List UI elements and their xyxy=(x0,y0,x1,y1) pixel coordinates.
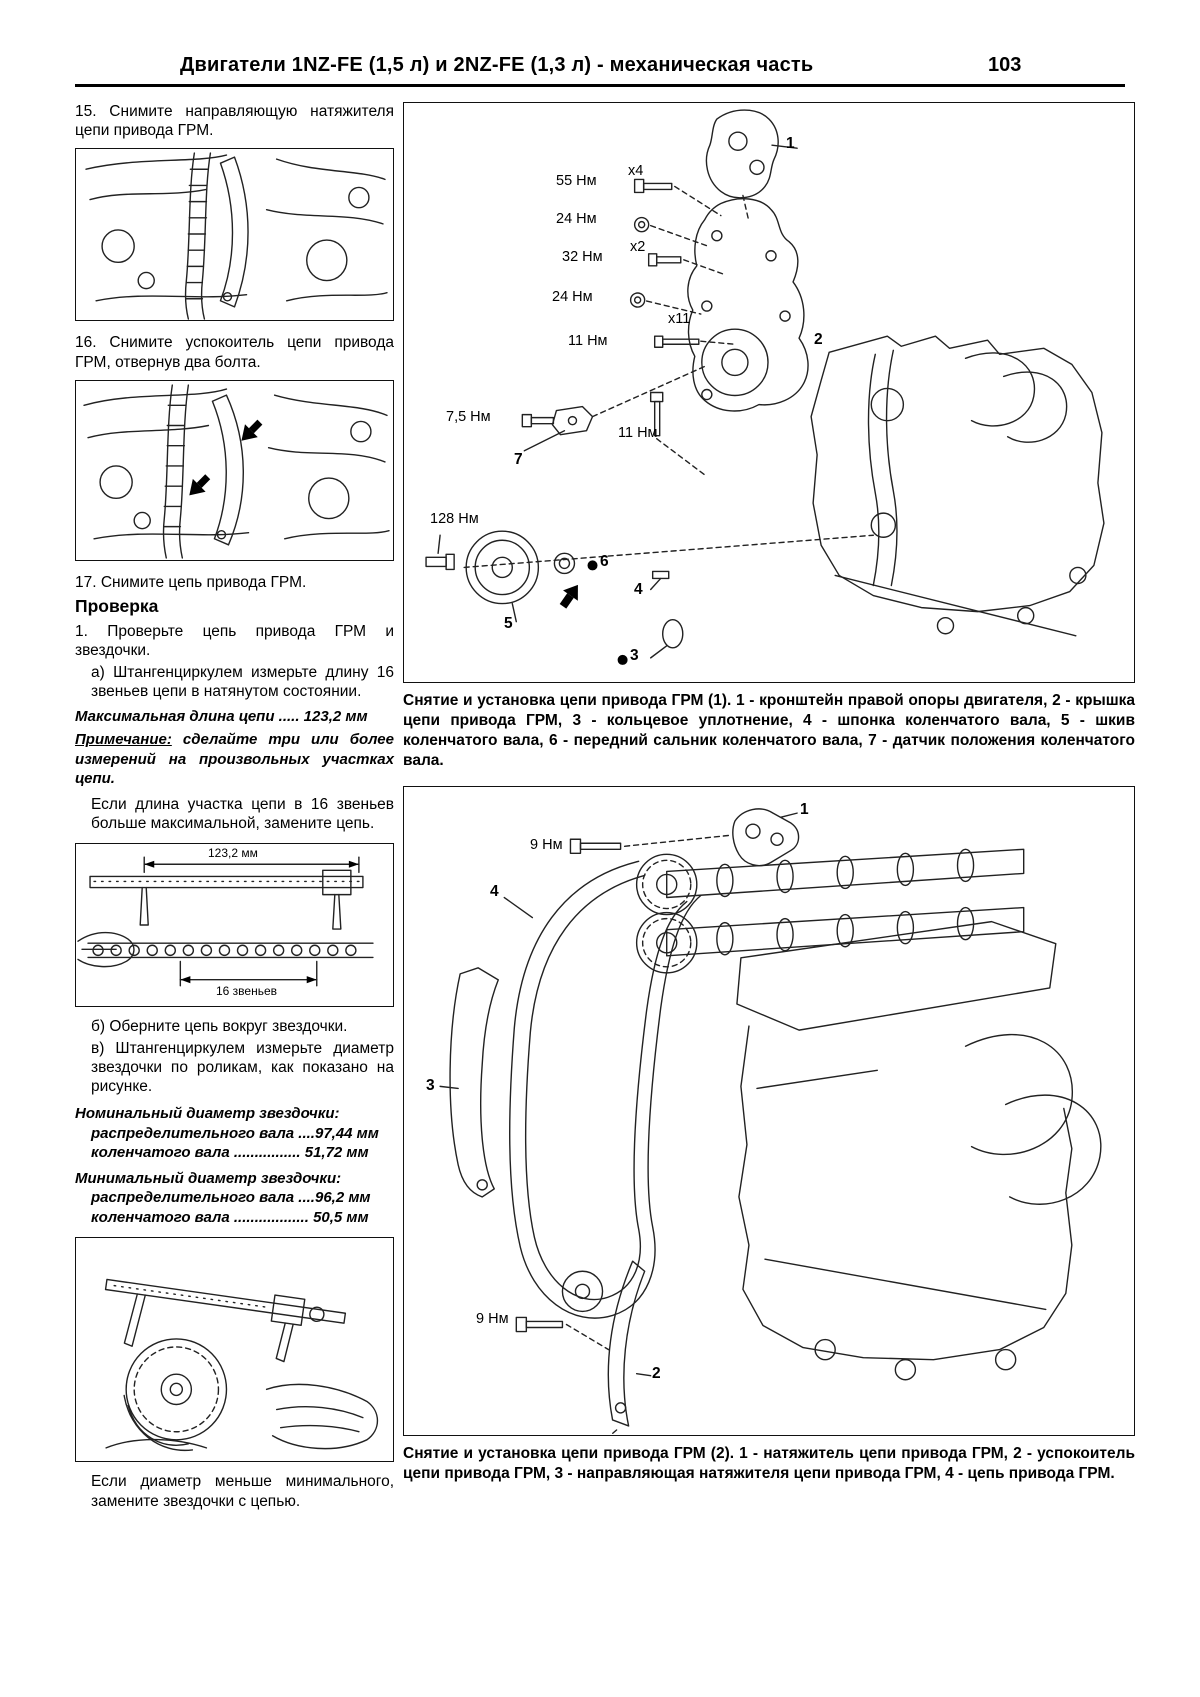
minimal-heading: Минимальный диаметр звездочки: xyxy=(75,1169,342,1187)
fig1-part4-label: 4 xyxy=(634,581,643,598)
chain-damper-art xyxy=(76,381,393,560)
timing-cover-exploded-art xyxy=(404,103,1134,682)
fig1-torque-32nm: 32 Нм xyxy=(562,249,603,265)
fig1-count-x2: x2 xyxy=(630,239,646,255)
nominal-heading: Номинальный диаметр звездочки: xyxy=(75,1105,340,1123)
max-chain-length-spec: Максимальная длина цепи ..... 123,2 мм xyxy=(75,707,368,725)
check-1b-text: б) Оберните цепь вокруг звездочки. xyxy=(91,1018,348,1036)
note-paragraph xyxy=(75,730,394,789)
fig1-torque-24nm-a: 24 Нм xyxy=(556,211,597,227)
fig1-count-x4: x4 xyxy=(628,163,644,179)
fig1-torque-7-5nm: 7,5 Нм xyxy=(446,409,491,425)
chain-length-dimension-label: 123,2 мм xyxy=(208,846,258,861)
nominal-camshaft-value: распределительного вала ....97,44 мм xyxy=(91,1124,379,1142)
nominal-crankshaft-value: коленчатого вала ................ 51,72 мм xyxy=(91,1144,369,1162)
fig2-part3-label: 3 xyxy=(426,1076,435,1094)
fig1-torque-55nm: 55 Нм xyxy=(556,173,597,189)
note-text: сделайте три или более измерений на произвольных участках цепи. xyxy=(75,731,394,788)
minimal-diameter-spec xyxy=(75,1169,394,1228)
fig2-part2-label: 2 xyxy=(652,1364,661,1382)
figure-timing-cover-exploded xyxy=(403,102,1135,683)
fig2-part1-label: 1 xyxy=(800,800,809,818)
left-column xyxy=(75,102,394,1511)
page-title: Двигатели 1NZ-FE (1,5 л) и 2NZ-FE (1,3 л) - механическая часть xyxy=(180,54,814,76)
if-diameter-text: Если диаметр меньше минимального, замените звездочки с цепью. xyxy=(91,1473,394,1510)
figure-chain-damper-photo xyxy=(75,380,394,561)
check-1a-text: а) Штангенциркулем измерьте длину 16 звеньев цепи в натянутом состоянии. xyxy=(91,663,394,700)
step-17-text: 17. Снимите цепь привода ГРМ. xyxy=(75,573,307,591)
fig1-torque-11nm-a: 11 Нм xyxy=(568,333,608,349)
timing-chain-parts-art xyxy=(404,787,1134,1435)
check-1-text: 1. Проверьте цепь привода ГРМ и звездочки. xyxy=(75,623,394,660)
step-16-text: 16. Снимите успокоитель цепи привода ГРМ, отвернув два болта. xyxy=(75,334,394,371)
fig1-part3-label: 3 xyxy=(630,647,639,664)
figure-chain-guide-photo xyxy=(75,148,394,321)
step-15-text: 15. Снимите направляющую натяжителя цепи привода ГРМ. xyxy=(75,103,394,140)
header-divider xyxy=(75,84,1125,87)
minimal-crankshaft-value: коленчатого вала .................. 50,5 мм xyxy=(91,1208,369,1226)
chain-guide-art xyxy=(76,149,393,320)
check-1v-text: в) Штангенциркулем измерьте диаметр звездочки по роликам, как показано на рисунке. xyxy=(91,1039,394,1096)
page-number: 103 xyxy=(988,54,1022,76)
fig1-count-x11: x11 xyxy=(668,311,691,327)
fig1-part2-label: 2 xyxy=(814,331,823,348)
chain-links-dimension-label: 16 звеньев xyxy=(216,984,278,999)
fig1-part5-label: 5 xyxy=(504,615,513,632)
if-length-text: Если длина участка цепи в 16 звеньев больше максимальной, замените цепь. xyxy=(91,795,394,833)
figure1-caption: Снятие и установка цепи привода ГРМ (1). 1 - кронштейн правой опоры двигателя, 2 - крышка цепи привода ГРМ, 3 - кольцевое уплотнение, 4 - шпонка коленчатого вала, 5 - шкив коленчатого вала, 6 - передний сальник коленчатого вала, 7 - датчик положения коленчатого вала. xyxy=(403,692,1135,770)
fig1-torque-24nm-b: 24 Нм xyxy=(552,289,593,305)
fig2-torque-9nm-a: 9 Нм xyxy=(530,836,563,853)
inspection-heading: Проверка xyxy=(75,596,159,617)
chain-measurement-art xyxy=(76,844,393,1006)
figure-sprocket-measurement xyxy=(75,1237,394,1462)
fig1-torque-128nm: 128 Нм xyxy=(430,511,479,527)
fig2-torque-9nm-b: 9 Нм xyxy=(476,1310,509,1327)
fig1-part1-label: 1 xyxy=(786,135,795,152)
figure-timing-chain-parts xyxy=(403,786,1135,1436)
fig1-part7-label: 7 xyxy=(514,451,523,468)
fig1-part6-label: 6 xyxy=(600,553,609,570)
fig2-part4-label: 4 xyxy=(490,882,499,900)
nominal-diameter-spec xyxy=(75,1104,394,1163)
figure2-caption: Снятие и установка цепи привода ГРМ (2). 1 - натяжитель цепи привода ГРМ, 2 - успокоитель цепи привода ГРМ, 3 - направляющая натяжителя цепи привода ГРМ, 4 - цепь привода ГРМ. xyxy=(403,1444,1135,1482)
fig1-torque-11nm-b: 11 Нм xyxy=(618,425,658,441)
figure-chain-measurement xyxy=(75,843,394,1007)
right-column xyxy=(403,102,1135,1484)
sprocket-measurement-art xyxy=(76,1238,393,1461)
note-label: Примечание: xyxy=(75,731,172,749)
minimal-camshaft-value: распределительного вала ....96,2 мм xyxy=(91,1189,371,1207)
